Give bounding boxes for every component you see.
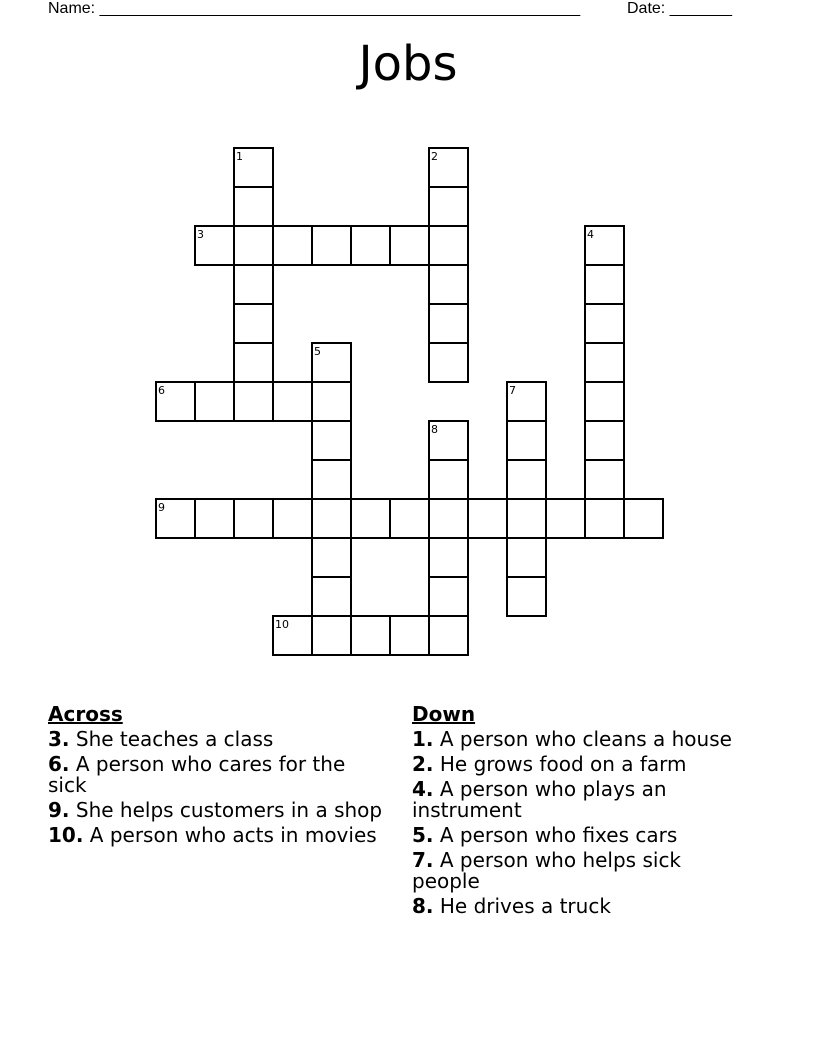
grid-cell[interactable] <box>234 499 273 538</box>
grid-cell[interactable] <box>429 304 468 343</box>
clue-number: 7. <box>412 848 434 872</box>
grid-cell[interactable] <box>273 382 312 421</box>
clue-text: He grows food on a farm <box>439 752 687 776</box>
grid-cell[interactable] <box>624 499 663 538</box>
grid-cell[interactable] <box>585 265 624 304</box>
grid-cell[interactable] <box>351 616 390 655</box>
grid-cell[interactable] <box>585 499 624 538</box>
grid-cell[interactable] <box>429 616 468 655</box>
page-title: Jobs <box>358 36 458 92</box>
grid-cell[interactable] <box>234 382 273 421</box>
grid-cell[interactable] <box>312 538 351 577</box>
across-heading: Across <box>48 702 123 726</box>
clue-number: 1. <box>412 727 434 751</box>
across-clue-3 <box>48 729 388 750</box>
clue-number-label: 6 <box>158 384 165 397</box>
grid-cell[interactable] <box>390 616 429 655</box>
grid-cell[interactable] <box>234 304 273 343</box>
down-clue-8 <box>412 896 752 917</box>
grid-cell[interactable] <box>585 421 624 460</box>
grid-cell[interactable] <box>312 421 351 460</box>
grid-cell[interactable] <box>312 382 351 421</box>
down-clue-2 <box>412 754 752 775</box>
grid-cell[interactable] <box>273 226 312 265</box>
grid-cell[interactable] <box>312 460 351 499</box>
grid-cell[interactable] <box>351 226 390 265</box>
grid-cell[interactable] <box>507 421 546 460</box>
grid-cell[interactable] <box>429 577 468 616</box>
clue-number: 5. <box>412 823 434 847</box>
grid-cell[interactable] <box>234 265 273 304</box>
grid-cell[interactable] <box>585 382 624 421</box>
clue-number-label: 2 <box>431 150 438 163</box>
grid-cell[interactable] <box>312 577 351 616</box>
clue-text: A person who plays an instrument <box>412 777 667 822</box>
clue-text: A person who fixes cars <box>439 823 678 847</box>
clue-number-label: 5 <box>314 345 321 358</box>
grid-cell[interactable] <box>234 187 273 226</box>
grid-cell[interactable] <box>351 499 390 538</box>
grid-cell[interactable] <box>312 499 351 538</box>
clue-number-label: 3 <box>197 228 204 241</box>
down-clue-7 <box>412 850 752 892</box>
grid-cell[interactable] <box>234 343 273 382</box>
grid-cell[interactable] <box>585 460 624 499</box>
grid-cell[interactable] <box>585 304 624 343</box>
grid-cell[interactable] <box>312 226 351 265</box>
grid-cell[interactable] <box>195 382 234 421</box>
grid-cell[interactable] <box>429 538 468 577</box>
grid-cell[interactable] <box>390 226 429 265</box>
clue-number: 3. <box>48 727 70 751</box>
across-clue-10 <box>48 825 388 846</box>
date-field-label: Date: _______ <box>627 0 732 17</box>
grid-cell[interactable] <box>429 343 468 382</box>
clue-text: She teaches a class <box>75 727 274 751</box>
grid-cell[interactable] <box>507 460 546 499</box>
grid-cell[interactable] <box>312 616 351 655</box>
grid-cell[interactable] <box>429 187 468 226</box>
grid-cell[interactable] <box>429 226 468 265</box>
clue-number: 9. <box>48 798 70 822</box>
grid-cell[interactable] <box>468 499 507 538</box>
clue-text: A person who helps sick people <box>412 848 682 893</box>
clue-number-label: 10 <box>275 618 289 631</box>
grid-cell[interactable] <box>507 499 546 538</box>
clue-number: 4. <box>412 777 434 801</box>
clue-text: A person who cares for the sick <box>48 752 346 797</box>
down-heading: Down <box>412 702 476 726</box>
clue-text: A person who cleans a house <box>439 727 732 751</box>
clue-number: 6. <box>48 752 70 776</box>
down-clue-4 <box>412 779 752 821</box>
across-clues <box>48 702 388 850</box>
grid-cell[interactable] <box>390 499 429 538</box>
grid-cell[interactable] <box>585 343 624 382</box>
grid-cell[interactable] <box>507 577 546 616</box>
clue-number: 8. <box>412 894 434 918</box>
clue-number: 10. <box>48 823 84 847</box>
clue-number: 2. <box>412 752 434 776</box>
across-clue-6 <box>48 754 388 796</box>
grid-cell[interactable] <box>429 499 468 538</box>
grid-cell[interactable] <box>507 538 546 577</box>
clue-number-label: 4 <box>587 228 594 241</box>
down-clue-5 <box>412 825 752 846</box>
name-field-label: Name: ______________________________________________________ <box>48 0 581 17</box>
grid-cell[interactable] <box>234 226 273 265</box>
clue-number-label: 9 <box>158 501 165 514</box>
clue-number-label: 1 <box>236 150 243 163</box>
grid-cell[interactable] <box>273 499 312 538</box>
clue-text: A person who acts in movies <box>89 823 377 847</box>
across-clue-9 <box>48 800 388 821</box>
clue-text: She helps customers in a shop <box>75 798 383 822</box>
down-clues <box>412 702 752 921</box>
clue-text: He drives a truck <box>439 894 611 918</box>
grid-cell[interactable] <box>429 265 468 304</box>
grid-cell[interactable] <box>429 460 468 499</box>
down-clue-1 <box>412 729 752 750</box>
grid-cell[interactable] <box>195 499 234 538</box>
clue-number-label: 7 <box>509 384 516 397</box>
clue-number-label: 8 <box>431 423 438 436</box>
grid-cell[interactable] <box>546 499 585 538</box>
